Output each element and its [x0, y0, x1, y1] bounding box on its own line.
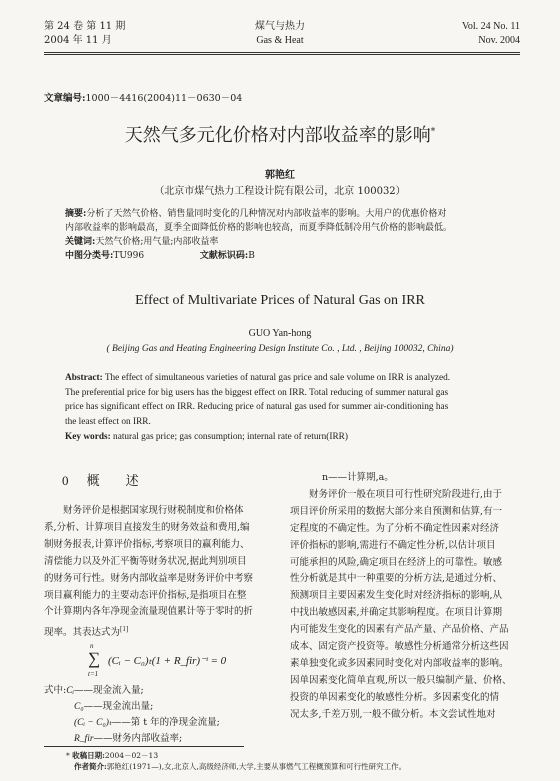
- date-en: Nov. 2004: [478, 35, 520, 46]
- body-line: 财务评价一般在项目可行性研究阶段进行,由于: [309, 488, 503, 500]
- en-affiliation: ( Beijing Gas and Heating Engineering Design Institute Co. , Ltd. , Beijing 100032, China): [106, 344, 454, 354]
- doc-code-label: 文献标识码:: [199, 251, 249, 261]
- en-author: GUO Yan-hong: [248, 328, 312, 339]
- cn-author: 郭艳红: [265, 170, 295, 181]
- volume-no-en: Vol. 24 No. 11: [461, 21, 520, 32]
- body-line: 清偿能力以及外汇平衡等财务状况,据此判别项目: [44, 555, 247, 567]
- en-abstract-line: The effect of simultaneous varieties of natural gas price and sale volume on IRR is analyzed.: [102, 373, 451, 383]
- en-title: Effect of Multivariate Prices of Natural Gas on IRR: [135, 293, 425, 308]
- body-line: 内可能发生变化的因素有产品产量、产品价格、产品: [290, 624, 509, 636]
- volume-issue: 第 24 卷 第 11 期: [44, 21, 126, 32]
- en-abstract-line: price has significant effect on IRR. Reducing price of natural gas used for summer air-conditioning has: [65, 402, 449, 412]
- header-rule: [44, 52, 520, 53]
- author-info: 郭艳红(1971—),女,北京人,高级经济师,大学,主要从事燃气工程概预算和可行性研究工作。: [106, 762, 407, 771]
- cn-keywords-label: 关键词:: [65, 237, 96, 247]
- title-footnote-mark: *: [430, 127, 436, 137]
- def-symbol: Cᵢ: [66, 686, 75, 696]
- en-abstract-line: the least effect on IRR.: [65, 416, 151, 427]
- footnote: [66, 750, 526, 772]
- citation: [1]: [120, 625, 129, 634]
- body-line: 况太多,千差万别,一般不做分析。本文尝试性地对: [290, 708, 496, 720]
- cn-title: 天然气多元化价格对内部收益率的影响: [124, 125, 431, 146]
- en-keywords-label: Key words:: [65, 432, 111, 442]
- section-number: 0: [62, 473, 69, 488]
- formula-definitions: [44, 683, 274, 747]
- journal-name-cn: 煤气与热力: [255, 21, 305, 32]
- en-abstract-line: The preferential price for big users has the biggest effect on IRR. Total reducing of summer natural gas: [65, 387, 449, 398]
- def-intro: 式中:: [44, 685, 67, 696]
- en-abstract: [65, 371, 505, 445]
- body-line: 可能承担的风险,确定项目在经济上的可靠性。敏感: [290, 556, 503, 568]
- clc-label: 中图分类号:: [65, 251, 114, 261]
- section-heading: [62, 470, 139, 489]
- body-line: 中找出敏感因素,并确定其影响程度。在项目计算期: [290, 607, 503, 619]
- en-keywords: natural gas price; gas consumption; internal rate of return(IRR): [110, 432, 348, 442]
- left-column-body: [44, 503, 274, 642]
- footnote-mark: *: [66, 751, 70, 760]
- summation-symbol: ∑: [88, 649, 101, 668]
- def-symbol: R_fir: [74, 734, 94, 744]
- body-line: 投资的单因素变化的敏感性分析。多因素变化的情: [290, 691, 500, 703]
- def-symbol: (Cᵢ − C₀)ₜ: [74, 718, 112, 728]
- cn-abstract-line: 内部收益率的影响最高，夏季全面降低价格的影响也较高，而夏季降低制冷用气价格的影响最低。: [65, 223, 453, 233]
- body-line: 的财务可行性。财务内部收益率是财务评价中考察: [44, 572, 254, 584]
- body-line: 因单因素变化简单直观,所以一般只编制产量、价格、: [290, 674, 512, 686]
- doc-code-value: B: [248, 251, 255, 261]
- body-line: 财务评价是根据国家现行财税制度和价格体: [63, 505, 244, 516]
- clc-value: TU996: [113, 251, 145, 261]
- body-line: 定程度的不确定性。为了分析不确定性因素对经济: [290, 522, 500, 534]
- cn-abstract: [65, 207, 505, 263]
- issue-date: 2004 年 11 月: [44, 35, 112, 46]
- cn-abstract-line: 分析了天然气价格、销售量同时变化的几种情况对内部收益率的影响。大用户的优惠价格对: [86, 209, 447, 219]
- cn-abstract-label: 摘要:: [65, 209, 87, 219]
- body-line: 预测项目主要因素发生变化时对经济指标的影响,从: [290, 590, 503, 602]
- body-line: 评价指标的影响,需进行不确定性分析,以估计项目: [290, 539, 496, 551]
- received-date: 2004－02－13: [104, 751, 159, 760]
- received-label: 收稿日期:: [72, 751, 105, 760]
- body-line: 成本、固定资产投资等。敏感性分析通常分析这些因: [290, 641, 509, 653]
- def-desc: ——财务内部收益率;: [93, 733, 183, 744]
- header-rule-2: [44, 54, 520, 55]
- article-number: [44, 92, 242, 106]
- article-number-value: 1000－4416(2004)11－0630－04: [85, 93, 243, 104]
- body-line: 个计算期内各年净现金流量现值累计等于零时的折: [44, 606, 254, 618]
- body-line: 制财务报表,计算评价指标,考察项目的赢利能力、: [44, 538, 250, 550]
- body-line: 素单独变化或多因素同时变化对内部收益率的影响。: [290, 657, 509, 669]
- def-desc: ——现金流入量;: [74, 685, 144, 696]
- def-desc: ——第 t 年的净现金流量;: [111, 717, 220, 728]
- cn-title-block: [0, 121, 560, 147]
- irr-formula: [88, 642, 274, 681]
- right-column-body: [290, 470, 520, 724]
- journal-volume-en: [462, 20, 520, 48]
- def-desc: ——现金流出量;: [83, 701, 154, 712]
- def-n-line: n——计算期,a。: [322, 472, 394, 483]
- sum-lower-limit: t=1: [88, 670, 99, 678]
- body-line: 项目赢利能力的主要动态评价指标,是指项目在整: [44, 589, 247, 601]
- body-line: 性分析就是其中一种重要的分析方法,是通过分析、: [290, 573, 503, 585]
- body-line: 系,分析、计算项目直接发生的财务效益和费用,编: [44, 521, 250, 533]
- formula-expression: (Cᵢ − C₀)ₜ(1 + R_fir)⁻ᵗ = 0: [108, 655, 227, 667]
- cn-affiliation: （北京市煤气热力工程设计院有限公司，北京 100032）: [154, 186, 406, 197]
- footnote-rule: [44, 746, 244, 747]
- sum-upper-limit: n: [90, 642, 94, 650]
- section-title: 概 述: [86, 474, 139, 489]
- body-line: 现率。其表达式为: [44, 627, 121, 639]
- def-symbol: C₀: [74, 702, 84, 712]
- body-line: 项目评价所采用的数据大部分来自预测和估算,有一: [290, 505, 503, 517]
- journal-name-en: Gas & Heat: [256, 35, 304, 46]
- author-info-label: 作者简介:: [74, 762, 107, 771]
- cn-keywords: 天然气价格;用气量;内部收益率: [95, 237, 219, 247]
- en-abstract-label: Abstract:: [65, 373, 103, 383]
- article-number-label: 文章编号:: [44, 93, 86, 104]
